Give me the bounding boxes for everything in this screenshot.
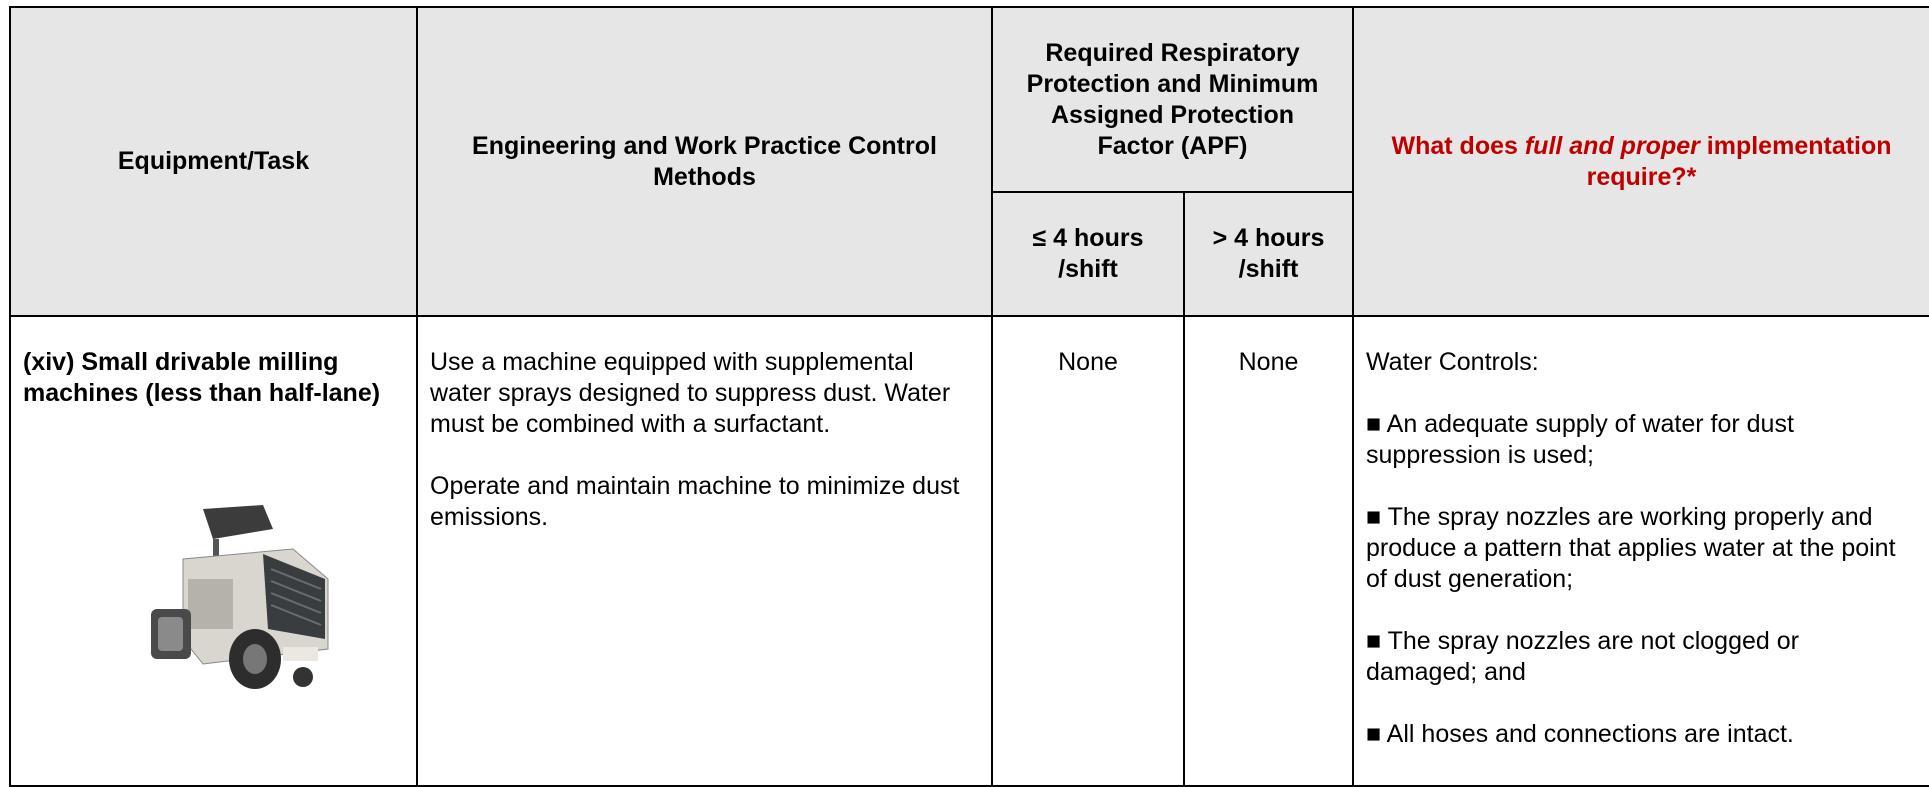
silica-controls-table — [9, 6, 1929, 787]
gt4-hours-header: > 4 hours /shift — [1184, 192, 1353, 316]
implementation-item: ■ All hoses and connections are intact. — [1366, 720, 1794, 748]
implementation-heading: Water Controls: — [1366, 348, 1539, 376]
implementation-item: ■ The spray nozzles are working properly and produce a pattern that applies water at the point of dust generation; — [1366, 503, 1896, 593]
le4-hours-header: ≤ 4 hours /shift — [992, 192, 1184, 316]
method-paragraph: Operate and maintain machine to minimize dust emissions. — [430, 472, 960, 531]
method-paragraph: Use a machine equipped with supplemental water sprays designed to suppress dust. Water must be combined with a surfactant. — [430, 348, 951, 438]
respiratory-protection-header: Required Respiratory Protection and Minimum Assigned Protection Factor (APF) — [992, 7, 1353, 192]
milling-machine-image — [143, 499, 343, 699]
methods-cell — [417, 316, 992, 786]
equipment-task-header: Equipment/Task — [10, 7, 417, 316]
task-name: (xiv) Small drivable milling machines (less than half-lane) — [23, 348, 381, 407]
implementation-item: ■ The spray nozzles are not clogged or damaged; and — [1366, 627, 1799, 686]
task-cell — [10, 316, 417, 786]
implementation-cell — [1353, 316, 1929, 786]
apf-gt4-cell: None — [1184, 316, 1353, 786]
apf-le4-cell: None — [992, 316, 1184, 786]
engineering-controls-header: Engineering and Work Practice Control Methods — [417, 7, 992, 316]
implementation-item: ■ An adequate supply of water for dust suppression is used; — [1366, 410, 1794, 469]
full-proper-header: What does full and proper implementation require?* — [1353, 7, 1929, 316]
